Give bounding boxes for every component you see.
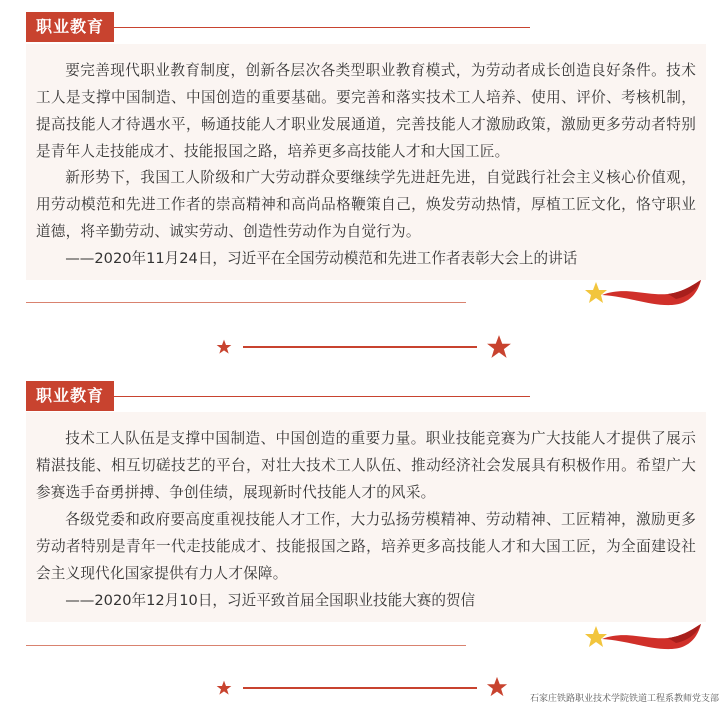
star-icon: [486, 334, 512, 360]
bottom-rule: [26, 645, 466, 646]
star-ribbon-icon: [580, 622, 705, 658]
divider-line: [243, 346, 477, 348]
quote-paragraph: 新形势下，我国工人阶级和广大劳动群众要继续学先进赶先进，自觉践行社会主义核心价值观，用劳动模范和先进工作者的崇高精神和高尚品格鞭策自己，焕发劳动热情，厚植工匠文化，恪守职业道德，将辛勤劳动、诚实劳动、创造性劳动作为自觉行为。: [36, 169, 696, 240]
quote-paragraph: 各级党委和政府要高度重视技能人才工作，大力弘扬劳模精神、劳动精神、工匠精神，激励更多劳动者特别是青年一代走技能成才、技能报国之路，培养更多高技能人才和大国工匠，为全面建设社会主义现代化国家提供有力人才保障。: [36, 511, 696, 582]
section-tag: 职业教育: [26, 12, 114, 42]
section-tag: 职业教育: [26, 381, 114, 411]
bottom-rule: [26, 302, 466, 303]
star-icon: [486, 676, 508, 698]
quote-paragraph: 要完善现代职业教育制度，创新各层次各类型职业教育模式，为劳动者成长创造良好条件。技术工人是支撑中国制造、中国创造的重要基础。要完善和落实技术工人培养、使用、评价、考核机制，提高技能人才待遇水平，畅通技能人才职业发展通道，完善技能人才激励政策，激励更多劳动者特别是青年人走技能成才、技能报国之路，培养更多高技能人才和大国工匠。: [36, 62, 696, 160]
star-ribbon-icon: [580, 278, 705, 314]
quote-signature: ——2020年11月24日，习近平在全国劳动模范和先进工作者表彰大会上的讲话: [65, 250, 578, 267]
divider-line: [243, 687, 477, 689]
quote-signature: ——2020年12月10日，习近平致首届全国职业技能大赛的贺信: [65, 592, 476, 609]
star-icon: [216, 339, 232, 355]
quote-paragraph: 技术工人队伍是支撑中国制造、中国创造的重要力量。职业技能竞赛为广大技能人才提供了展示精湛技能、相互切磋技艺的平台，对壮大技术工人队伍、推动经济社会发展具有积极作用。希望广大参赛选手奋勇拼搏、争创佳绩，展现新时代技能人才的风采。: [36, 430, 696, 501]
star-icon: [216, 680, 232, 696]
watermark: 石家庄铁路职业技术学院铁道工程系教师党支部: [528, 691, 721, 704]
